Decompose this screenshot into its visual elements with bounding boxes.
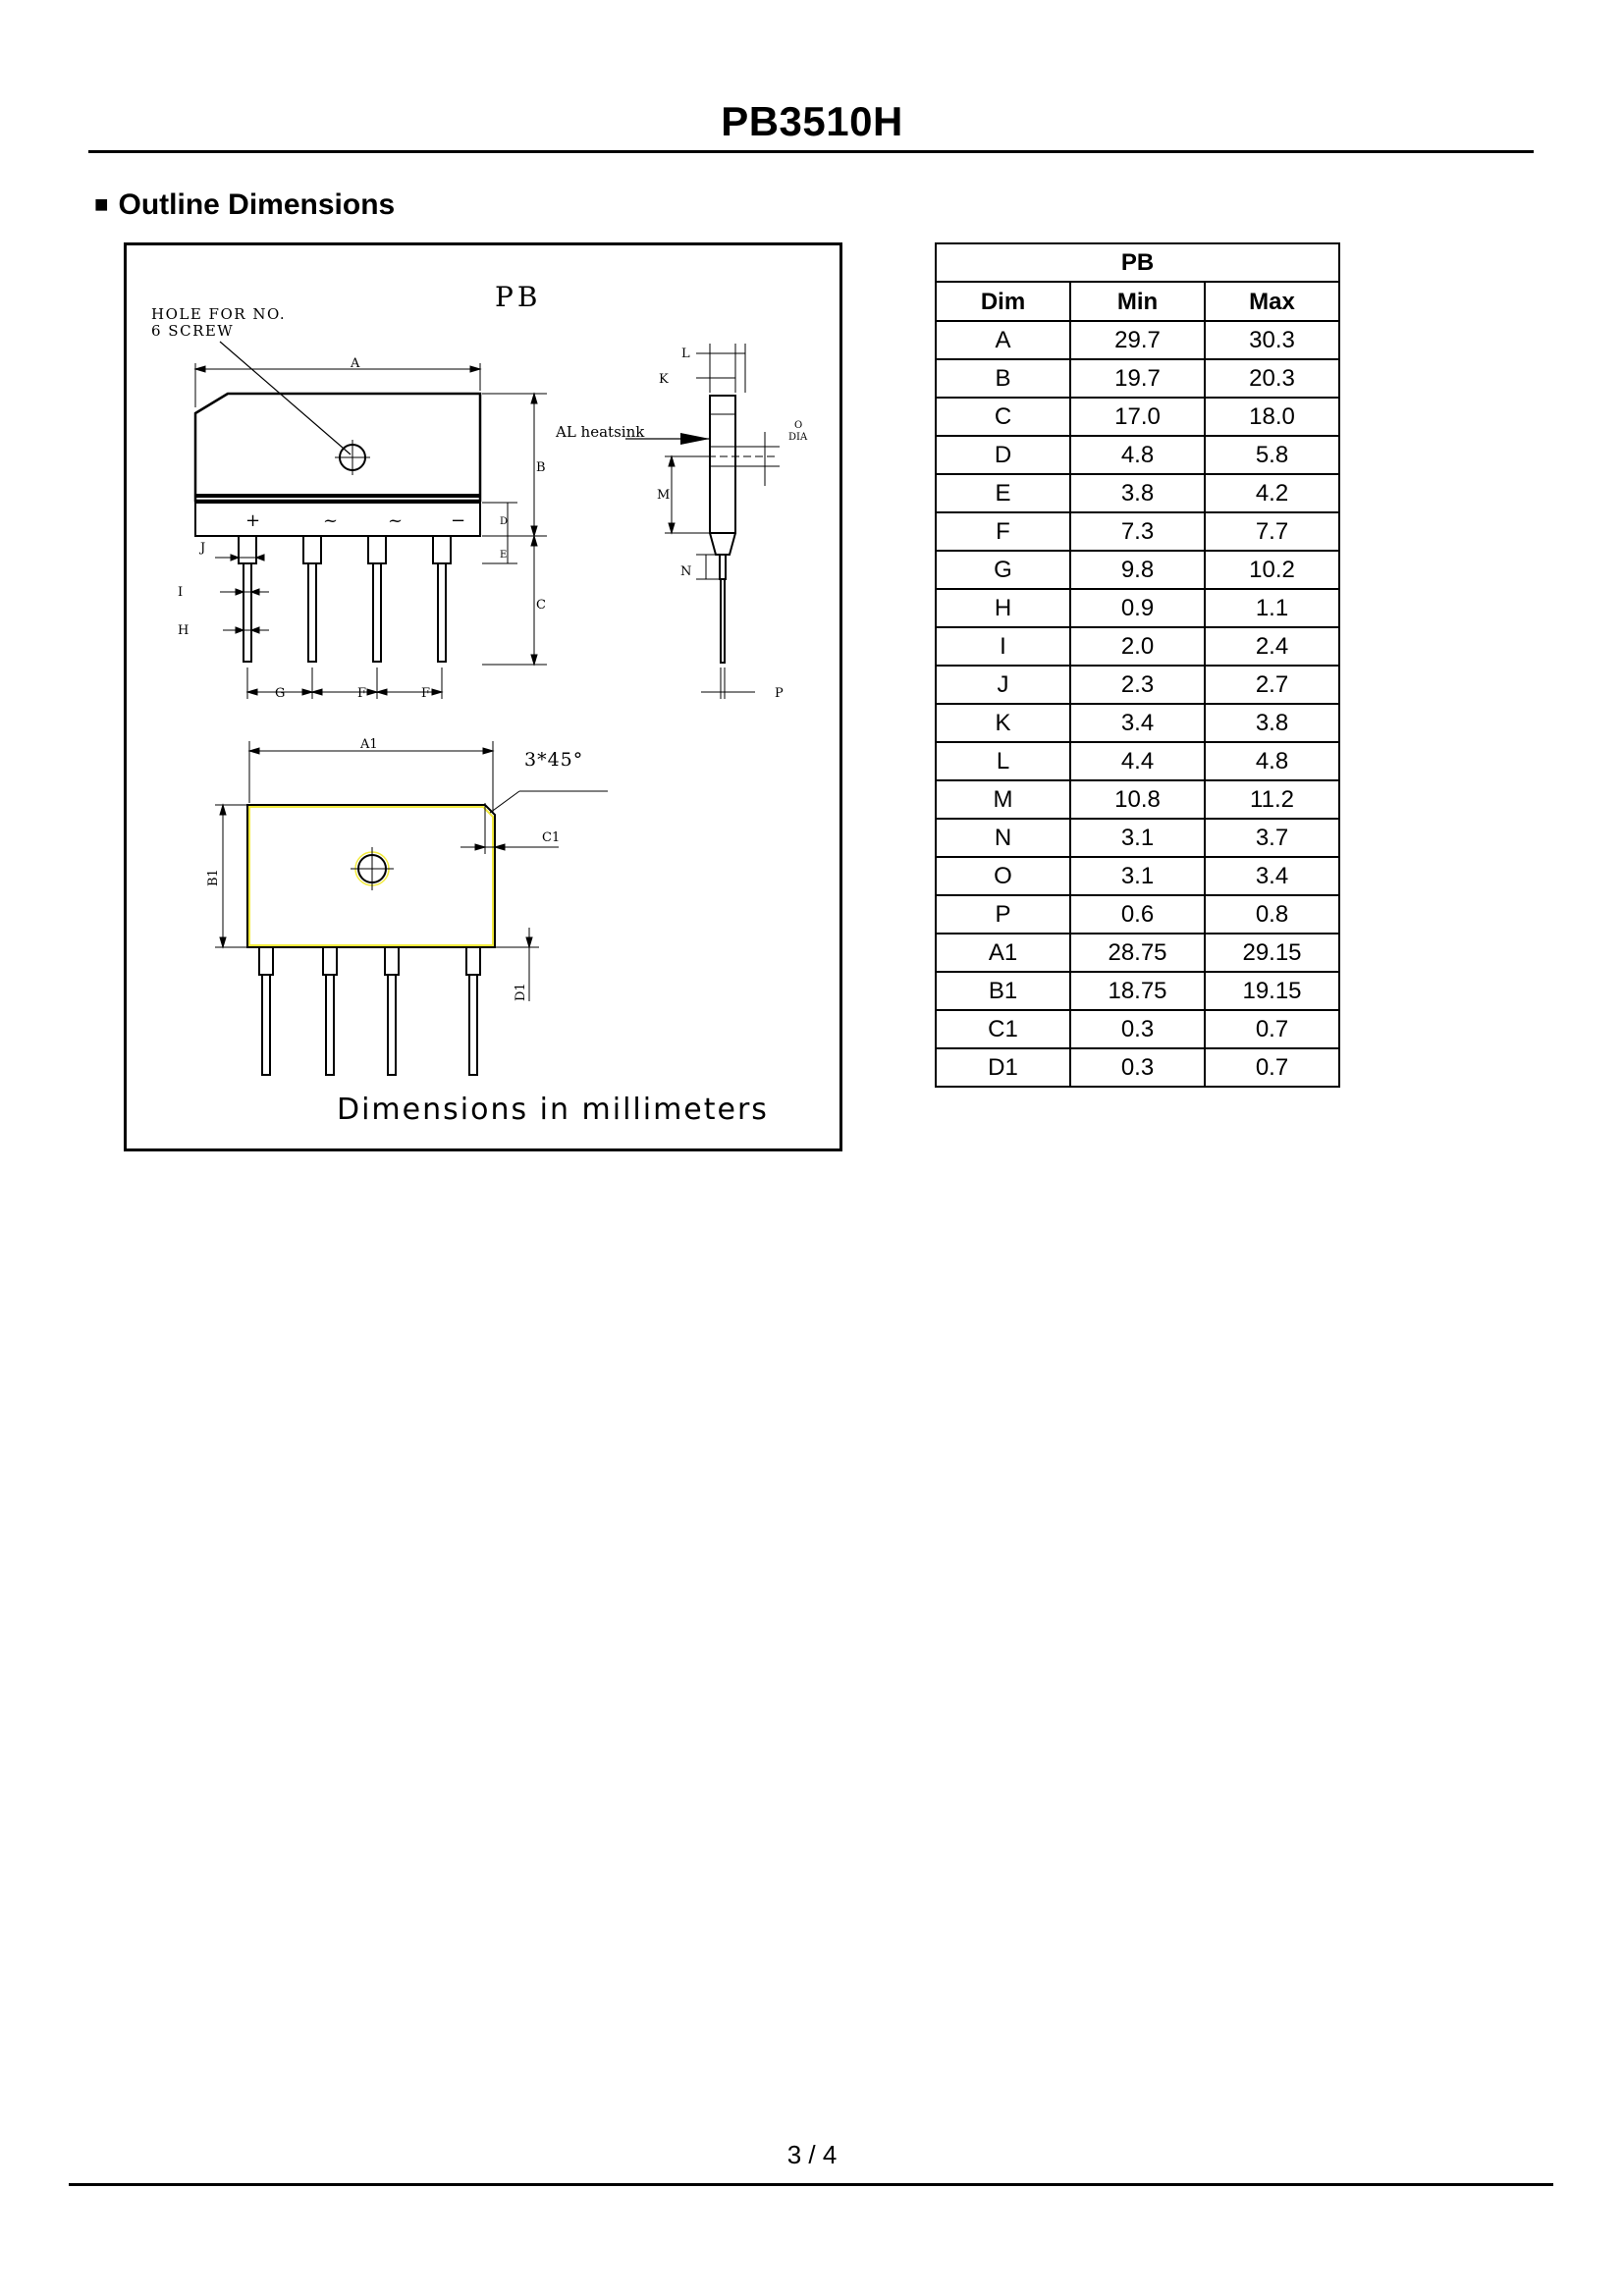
- max-cell: 3.4: [1205, 857, 1339, 895]
- table-row: [936, 398, 1339, 436]
- min-cell: 0.9: [1070, 589, 1205, 627]
- table-row: [936, 972, 1339, 1010]
- package-label: PB: [495, 281, 542, 313]
- dim-label-d: D: [500, 516, 509, 527]
- table-row: [936, 934, 1339, 972]
- min-cell: 17.0: [1070, 398, 1205, 436]
- dim-b-c: [482, 394, 547, 665]
- dim-label-b: B: [536, 460, 546, 475]
- dim-cell: P: [936, 895, 1070, 934]
- min-cell: 3.8: [1070, 474, 1205, 512]
- min-cell: 0.3: [1070, 1010, 1205, 1048]
- body-top-view: [247, 805, 495, 947]
- chamfer-label: 3*45°: [524, 749, 584, 771]
- dim-label-o: O: [794, 420, 803, 431]
- pin-4-head: [433, 536, 451, 563]
- min-cell: 4.8: [1070, 436, 1205, 474]
- pin-3: [373, 563, 381, 662]
- pin-1-head: [239, 536, 256, 563]
- table-row: [936, 1048, 1339, 1087]
- top-pin-2-head: [323, 947, 337, 975]
- footer-rule: [69, 2183, 1553, 2186]
- min-cell: 0.6: [1070, 895, 1205, 934]
- dim-label-d1: D1: [514, 983, 528, 1001]
- dim-label-h: H: [178, 623, 189, 638]
- top-pin-1: [262, 975, 270, 1075]
- table-row: [936, 321, 1339, 359]
- min-cell: 3.1: [1070, 857, 1205, 895]
- table-row: [936, 436, 1339, 474]
- max-cell: 10.2: [1205, 551, 1339, 589]
- header-rule: [88, 150, 1534, 153]
- max-cell: 7.7: [1205, 512, 1339, 551]
- min-cell: 19.7: [1070, 359, 1205, 398]
- min-cell: 3.4: [1070, 704, 1205, 742]
- min-cell: 7.3: [1070, 512, 1205, 551]
- max-cell: 4.8: [1205, 742, 1339, 780]
- max-cell: 0.8: [1205, 895, 1339, 934]
- dim-k-l: [696, 344, 745, 393]
- min-cell: 18.75: [1070, 972, 1205, 1010]
- min-cell: 2.3: [1070, 666, 1205, 704]
- max-cell: 20.3: [1205, 359, 1339, 398]
- side-pin: [721, 579, 725, 663]
- dim-cell: A1: [936, 934, 1070, 972]
- dim-a: [195, 363, 480, 407]
- pin-2: [308, 563, 316, 662]
- side-pin-head: [720, 555, 726, 579]
- table-row: [936, 742, 1339, 780]
- table-row: [936, 780, 1339, 819]
- dim-label-f2: F: [421, 686, 431, 701]
- table-row: [936, 551, 1339, 589]
- dim-label-n: N: [680, 564, 692, 579]
- min-cell: 4.4: [1070, 742, 1205, 780]
- dim-label-a: A: [351, 356, 360, 371]
- dim-cell: O: [936, 857, 1070, 895]
- hole-note-line2: 6 SCREW: [151, 322, 235, 340]
- pin-label-ac1: ~: [323, 510, 339, 531]
- pin-3-head: [368, 536, 386, 563]
- dim-label-g: G: [275, 686, 286, 701]
- min-cell: 29.7: [1070, 321, 1205, 359]
- pin-label-plus: +: [245, 510, 261, 531]
- top-pin-2: [326, 975, 334, 1075]
- section-title: Outline Dimensions: [118, 188, 396, 221]
- column-header-max: Max: [1205, 282, 1339, 321]
- dim-cell: G: [936, 551, 1070, 589]
- max-cell: 19.15: [1205, 972, 1339, 1010]
- table-row: [936, 895, 1339, 934]
- pin-4: [438, 563, 446, 662]
- max-cell: 5.8: [1205, 436, 1339, 474]
- min-cell: 9.8: [1070, 551, 1205, 589]
- max-cell: 0.7: [1205, 1048, 1339, 1087]
- table-row: [936, 819, 1339, 857]
- dim-j-i-h: [215, 555, 269, 633]
- dim-cell: I: [936, 627, 1070, 666]
- section-heading: [94, 188, 395, 222]
- max-cell: 0.7: [1205, 1010, 1339, 1048]
- heatsink-arrow: [680, 433, 710, 445]
- dim-label-a1: A1: [360, 737, 378, 752]
- dim-label-b1: B1: [206, 869, 221, 886]
- dim-label-p: P: [775, 686, 784, 701]
- hole-note-line1: HOLE FOR NO.: [151, 305, 287, 323]
- square-bullet-icon: ■: [94, 191, 109, 218]
- pin-label-ac2: ~: [388, 510, 404, 531]
- max-cell: 11.2: [1205, 780, 1339, 819]
- table-row: [936, 474, 1339, 512]
- max-cell: 2.7: [1205, 666, 1339, 704]
- max-cell: 29.15: [1205, 934, 1339, 972]
- dim-cell: D1: [936, 1048, 1070, 1087]
- dim-label-f1: F: [357, 686, 367, 701]
- dim-cell: A: [936, 321, 1070, 359]
- dim-label-l: L: [681, 347, 690, 361]
- column-header-min: Min: [1070, 282, 1205, 321]
- dim-cell: H: [936, 589, 1070, 627]
- top-pins: [259, 947, 480, 1075]
- heatsink-label: AL heatsink: [556, 423, 645, 441]
- table-row: [936, 512, 1339, 551]
- top-pin-3: [388, 975, 396, 1075]
- max-cell: 1.1: [1205, 589, 1339, 627]
- dim-cell: D: [936, 436, 1070, 474]
- max-cell: 4.2: [1205, 474, 1339, 512]
- min-cell: 3.1: [1070, 819, 1205, 857]
- body-front-view: [195, 394, 480, 501]
- document-title: PB3510H: [721, 98, 903, 144]
- chamfer-leader-1: [490, 791, 519, 813]
- table-row: [936, 704, 1339, 742]
- min-cell: 2.0: [1070, 627, 1205, 666]
- outline-drawing: [124, 242, 842, 1151]
- pin-2-head: [303, 536, 321, 563]
- dim-label-dia: DIA: [788, 432, 808, 443]
- table-row: [936, 589, 1339, 627]
- hole-leader-line: [220, 342, 351, 454]
- max-cell: 3.7: [1205, 819, 1339, 857]
- front-pins: [239, 536, 451, 662]
- pin-1: [244, 563, 251, 662]
- min-cell: 28.75: [1070, 934, 1205, 972]
- dim-label-c: C: [536, 598, 546, 613]
- top-pin-4-head: [466, 947, 480, 975]
- dim-label-k: K: [659, 372, 669, 387]
- max-cell: 30.3: [1205, 321, 1339, 359]
- table-row: [936, 359, 1339, 398]
- dim-label-c1: C1: [542, 830, 561, 845]
- dim-cell: E: [936, 474, 1070, 512]
- table-row: [936, 666, 1339, 704]
- top-view-highlight: [249, 807, 493, 945]
- dim-cell: M: [936, 780, 1070, 819]
- min-cell: 10.8: [1070, 780, 1205, 819]
- dimension-table-body: [936, 321, 1339, 1087]
- max-cell: 18.0: [1205, 398, 1339, 436]
- dimension-table: [935, 242, 1340, 1088]
- dim-label-i: I: [178, 585, 184, 600]
- column-header-dim: Dim: [936, 282, 1070, 321]
- table-row: [936, 627, 1339, 666]
- dim-label-e: E: [500, 550, 508, 561]
- outline-drawing-svg: [127, 245, 839, 1148]
- dim-cell: B1: [936, 972, 1070, 1010]
- table-row: [936, 1010, 1339, 1048]
- table-group-header: PB: [936, 243, 1339, 282]
- dim-cell: K: [936, 704, 1070, 742]
- drawing-caption: Dimensions in millimeters: [337, 1093, 769, 1127]
- dim-cell: C: [936, 398, 1070, 436]
- top-pin-3-head: [385, 947, 399, 975]
- dim-cell: F: [936, 512, 1070, 551]
- dim-cell: B: [936, 359, 1070, 398]
- dim-c1: [460, 803, 559, 854]
- dim-cell: J: [936, 666, 1070, 704]
- pin-label-minus: −: [451, 510, 466, 531]
- dim-o: [696, 432, 780, 486]
- top-pin-1-head: [259, 947, 273, 975]
- side-body-taper: [710, 533, 735, 555]
- dim-label-m: M: [657, 488, 671, 503]
- max-cell: 3.8: [1205, 704, 1339, 742]
- min-cell: 0.3: [1070, 1048, 1205, 1087]
- dim-cell: C1: [936, 1010, 1070, 1048]
- table-row: [936, 857, 1339, 895]
- body-side-view: [710, 396, 735, 533]
- max-cell: 2.4: [1205, 627, 1339, 666]
- dim-cell: N: [936, 819, 1070, 857]
- dim-cell: L: [936, 742, 1070, 780]
- top-pin-4: [469, 975, 477, 1075]
- page-number: 3 / 4: [786, 2140, 838, 2169]
- dim-label-j: J: [200, 541, 206, 556]
